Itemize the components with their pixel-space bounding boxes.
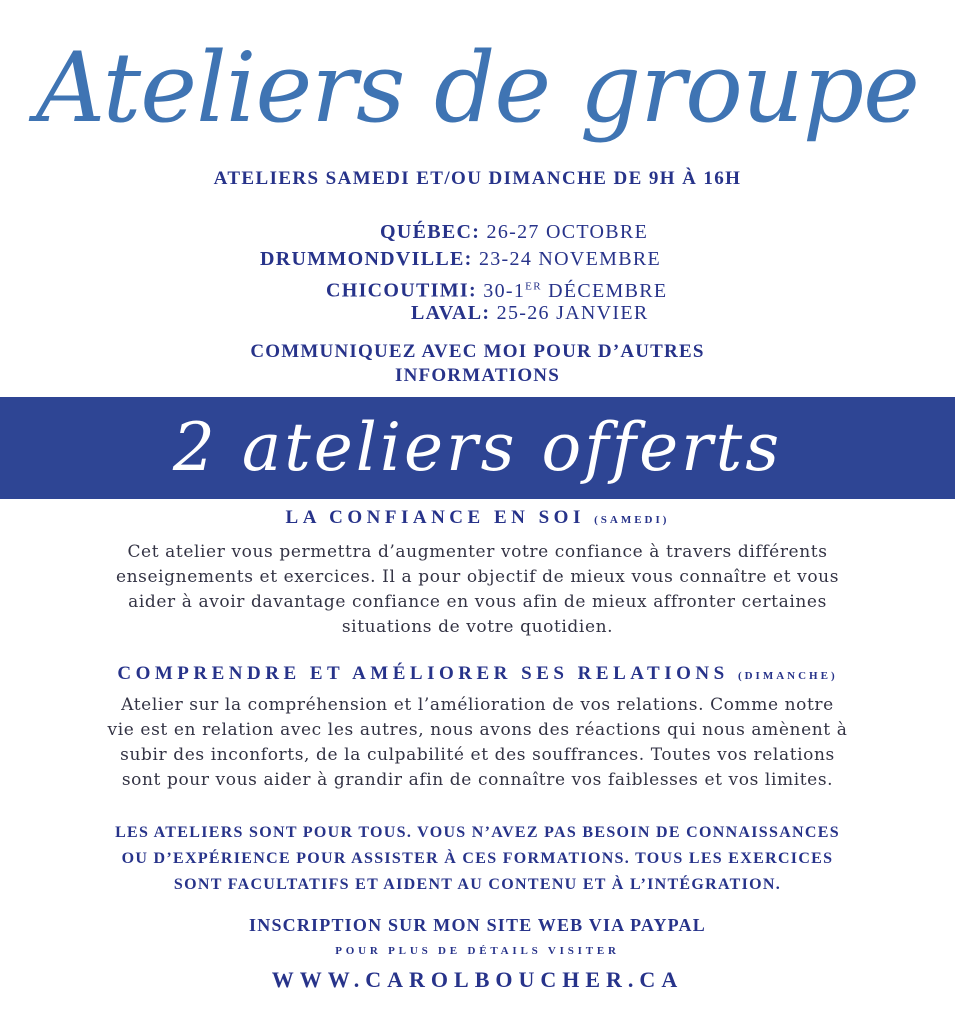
schedule-dates-start: 30-1 bbox=[483, 279, 526, 302]
schedule-row bbox=[380, 219, 648, 246]
text-line: sont pour vous aider à grandir afin de connaître vos faiblesses et vos limites. bbox=[121, 770, 834, 790]
website-link[interactable]: WWW.CAROLBOUCHER.CA bbox=[271, 967, 684, 992]
text-line: subir des inconforts, de la culpabilité et des souffrances. Toutes vos relations bbox=[120, 745, 835, 765]
schedule-city: LAVAL: bbox=[411, 302, 491, 324]
workshop2-description bbox=[40, 693, 915, 793]
workshop2-heading bbox=[0, 663, 955, 685]
schedule-city: QUÉBEC: bbox=[380, 221, 481, 243]
banner-title: 2 ateliers offerts bbox=[172, 409, 783, 486]
schedule-dates: 25-26 JANVIER bbox=[496, 302, 649, 324]
contact-message bbox=[0, 340, 955, 388]
text-line: enseignements et exercices. Il a pour objectif de mieux vous connaître et vous bbox=[115, 567, 840, 587]
schedule-dates: 26-27 OCTOBRE bbox=[486, 221, 649, 243]
workshop1-description bbox=[40, 540, 915, 640]
note-line: OU D’EXPÉRIENCE POUR ASSISTER À CES FORMATIONS. TOUS LES EXERCICES bbox=[121, 850, 834, 867]
workshop1-day: (SAMEDI) bbox=[594, 514, 670, 526]
contact-line: COMMUNIQUEZ AVEC MOI POUR D’AUTRES bbox=[250, 341, 705, 362]
schedule-row bbox=[411, 300, 649, 327]
note-line: LES ATELIERS SONT POUR TOUS. VOUS N’AVEZ PAS BESOIN DE CONNAISSANCES bbox=[115, 824, 840, 841]
workshop2-day: (DIMANCHE) bbox=[737, 670, 838, 682]
contact-line: INFORMATIONS bbox=[395, 365, 560, 386]
text-line: Cet atelier vous permettra d’augmenter votre confiance à travers différents bbox=[127, 542, 828, 562]
workshop1-heading bbox=[0, 507, 955, 529]
schedule-city: DRUMMONDVILLE: bbox=[260, 248, 473, 270]
workshop1-title: LA CONFIANCE EN SOI bbox=[285, 507, 585, 528]
general-note bbox=[0, 820, 955, 898]
offer-banner bbox=[0, 397, 955, 499]
schedule-dates bbox=[483, 280, 667, 302]
ordinal-suffix: ER bbox=[525, 280, 542, 292]
text-line: vie est en relation avec les autres, nous avons des réactions qui nous amènent à bbox=[107, 720, 848, 740]
workshop2-title: COMPRENDRE ET AMÉLIORER SES RELATIONS bbox=[117, 663, 729, 684]
schedule-subtitle: ATELIERS SAMEDI ET/OU DIMANCHE DE 9H À 16H bbox=[213, 168, 742, 189]
schedule-dates: 23-24 NOVEMBRE bbox=[478, 248, 662, 270]
details-text: POUR PLUS DE DÉTAILS VISITER bbox=[335, 945, 620, 957]
schedule-city: CHICOUTIMI: bbox=[326, 279, 477, 302]
note-line: SONT FACULTATIFS ET AIDENT AU CONTENU ET À L’INTÉGRATION. bbox=[173, 876, 782, 893]
schedule-dates-end: DÉCEMBRE bbox=[541, 279, 668, 302]
text-line: aider à avoir davantage confiance en vous afin de mieux affronter certaines bbox=[128, 592, 827, 612]
inscription-text: INSCRIPTION SUR MON SITE WEB VIA PAYPAL bbox=[249, 915, 706, 935]
page-title: Ateliers de groupe bbox=[36, 32, 919, 144]
text-line: Atelier sur la compréhension et l’amélioration de vos relations. Comme notre bbox=[121, 695, 834, 715]
schedule-row bbox=[260, 246, 661, 273]
text-line: situations de votre quotidien. bbox=[341, 617, 614, 637]
